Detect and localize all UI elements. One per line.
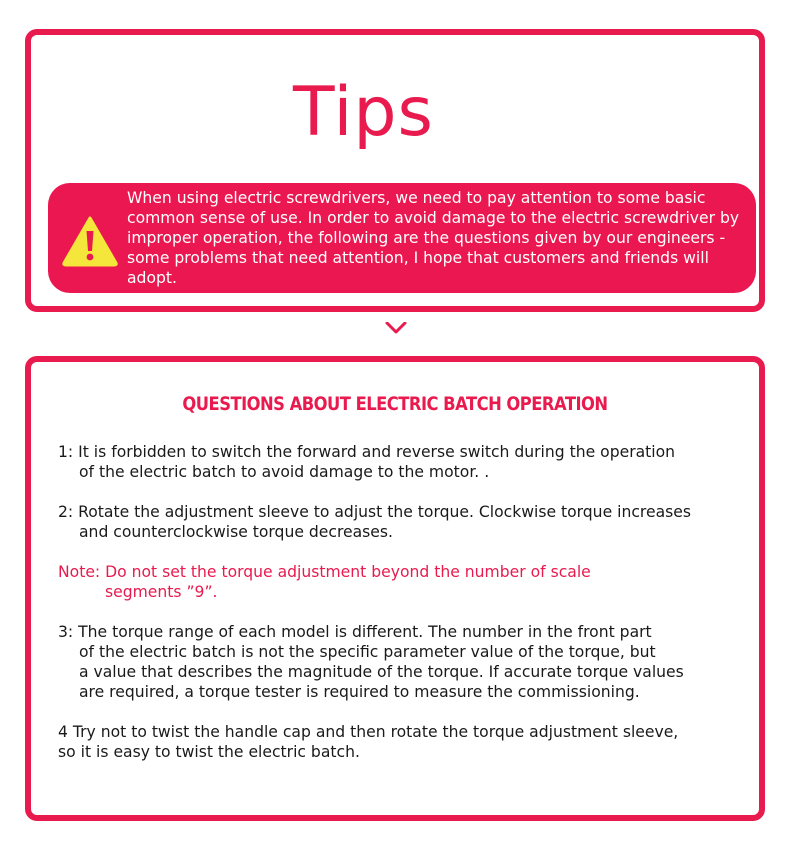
note-line: Note: Do not set the torque adjustment beyond the number of scale [58, 563, 591, 581]
item-line: a value that describes the magnitude of the torque. If accurate torque values [79, 663, 684, 681]
warning-banner [48, 183, 756, 293]
section-title: QUESTIONS ABOUT ELECTRIC BATCH OPERATION [182, 393, 608, 415]
item-line: 1: It is forbidden to switch the forward and reverse switch during the operation [58, 443, 676, 461]
questions-panel [25, 356, 765, 821]
item-line: of the electric batch to avoid damage to the motor. . [79, 463, 490, 481]
item-line: 3: The torque range of each model is different. The number in the front part [58, 623, 652, 641]
note-line: segments ”9”. [105, 583, 218, 601]
note-text [58, 562, 758, 602]
tips-panel [25, 29, 765, 312]
item-line: and counterclockwise torque decreases. [79, 523, 393, 541]
warning-triangle-icon [61, 215, 119, 267]
item-line: 2: Rotate the adjustment sleeve to adjust the torque. Clockwise torque increases [58, 503, 691, 521]
list-item [58, 502, 758, 542]
item-line: of the electric batch is not the specific parameter value of the torque, but [79, 643, 656, 661]
item-line: so it is easy to twist the electric batch. [58, 743, 360, 761]
tips-title: Tips [293, 73, 434, 152]
list-item [58, 622, 758, 702]
chevron-down-icon [385, 322, 407, 334]
intro-text: When using electric screwdrivers, we need to pay attention to some basic common sense of use. In order to avoid damage to the electric screwdriver by improper operation, the following are the questions given by our engineers - some problems that need attention, I hope that customers and friends will adopt. [127, 189, 740, 287]
item-line: 4 Try not to twist the handle cap and then rotate the torque adjustment sleeve, [58, 723, 679, 741]
list-item [58, 722, 758, 762]
item-line: are required, a torque tester is required to measure the commissioning. [79, 683, 640, 701]
list-item [58, 442, 758, 482]
